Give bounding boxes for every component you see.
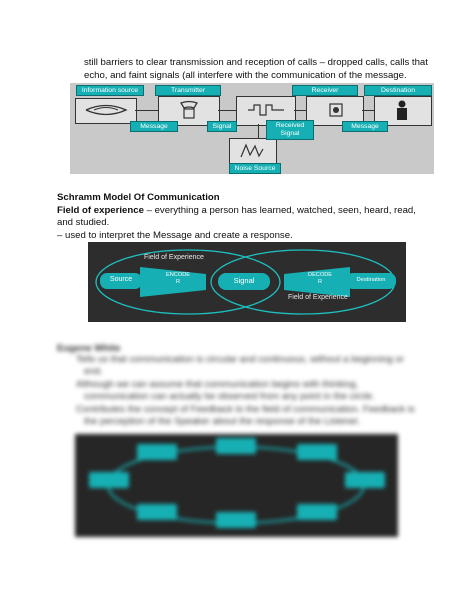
decoder-line-2: R — [317, 279, 323, 285]
ear-sketch-icon — [84, 101, 128, 119]
encoder-line-1: ENCODE — [166, 272, 190, 278]
blurred-bullet-line: Tells us that communication is circular and continuous, without a beginning or — [76, 354, 404, 365]
field-label-right: Field of Experience — [288, 294, 348, 301]
field-label-left: Field of Experience — [144, 254, 204, 261]
noise-connector-line — [258, 124, 259, 138]
label-receiver: Receiver — [292, 85, 358, 96]
encoder-line-2: R — [175, 279, 181, 285]
receiver-sketch-icon — [326, 100, 346, 120]
encoder-label — [158, 272, 198, 286]
connector-line — [135, 110, 158, 111]
connector-line — [294, 110, 306, 111]
label-signal-line: Signal — [280, 130, 300, 137]
intro-line-1: still barriers to clear transmission and reception of calls – dropped calls, calls that — [84, 57, 428, 68]
schramm-diagram — [88, 242, 406, 322]
field-of-experience-term: Field of experience — [57, 205, 144, 216]
noise-sketch-icon — [238, 141, 266, 161]
person-sketch-icon — [392, 99, 412, 121]
source-label: Source — [109, 276, 133, 283]
blurred-bullet-line: Although we can assume that communication begins with thinking, — [76, 379, 359, 390]
destination-label: Destination — [356, 277, 386, 283]
label-noise-source: Noise Source — [229, 163, 281, 174]
label-message-right: Message — [342, 121, 388, 132]
field-of-experience-line — [57, 204, 416, 217]
blurred-bullet-line: end. — [84, 366, 103, 377]
label-message-left: Message — [130, 121, 178, 132]
decoder-line-1: DECODE — [308, 272, 332, 278]
schramm-usage: – used to interpret the Message and create a response. — [57, 230, 293, 241]
field-of-experience-definition-cont: and studied. — [57, 217, 110, 228]
label-transmitter: Transmitter — [155, 85, 221, 96]
field-of-experience-definition: – everything a person has learned, watched, seen, heard, read, — [143, 205, 416, 216]
label-destination: Destination — [364, 85, 432, 96]
label-signal: Signal — [207, 121, 237, 132]
circular-model-diagram — [75, 434, 398, 537]
signal-wave-sketch-icon — [246, 101, 286, 119]
blurred-bullet-line: the perception of the Speaker about the response of the Listener. — [84, 416, 361, 427]
telephone-sketch-icon — [178, 100, 200, 120]
blurred-heading: Eugene White — [57, 343, 121, 354]
intro-line-2: echo, and faint signals (all interfere with the communication of the message. — [84, 70, 407, 81]
label-received-signal — [266, 120, 314, 140]
schramm-heading: Schramm Model Of Communication — [57, 192, 220, 203]
label-information-source: Information source — [76, 85, 144, 96]
blurred-bullet-line: Contributes the concept of Feedback to the field of communication. Feedback is — [76, 404, 415, 415]
signal-label: Signal — [233, 276, 255, 285]
label-received-line: Received — [275, 122, 305, 129]
shannon-weaver-diagram — [70, 83, 434, 174]
blurred-bullet-line: communication can actually be observed from any point in the circle. — [84, 391, 375, 402]
connector-line — [218, 110, 236, 111]
decoder-label — [300, 272, 340, 286]
connector-line — [362, 110, 374, 111]
